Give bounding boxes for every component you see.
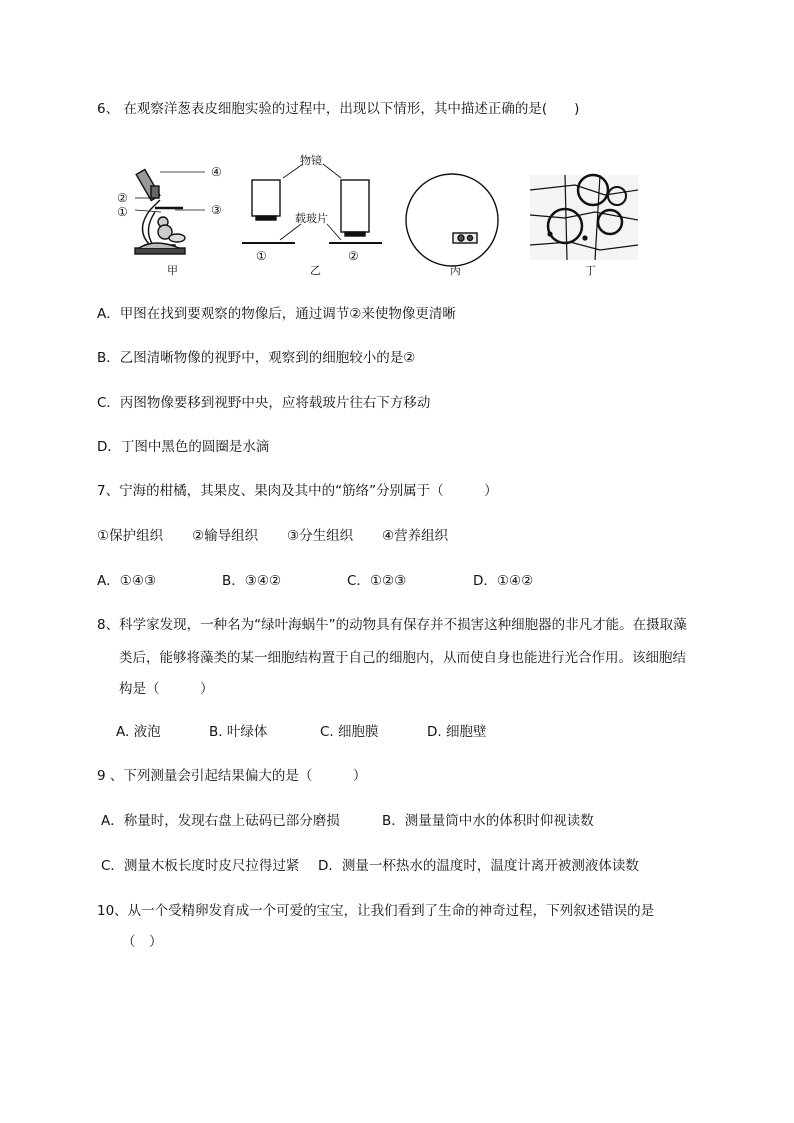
q7-item-1: ①保护组织 [97, 528, 164, 544]
q9-option-c: C．测量木板长度时皮尺拉得过紧 [101, 858, 300, 874]
q7-option-a: A．①④③ [97, 573, 157, 589]
q7-stem: 7、宁海的柑橘，其果皮、果肉及其中的“筋络”分别属于（ ） [97, 483, 498, 499]
q7-item-2: ②输导组织 [192, 528, 259, 544]
microscope-label-3: ③ [211, 203, 222, 217]
q7-option-d: D．①④② [473, 573, 534, 589]
microscope-label-1: ① [117, 205, 128, 219]
label-objective: 物镜 [300, 154, 322, 167]
field-of-view-diagram [406, 174, 498, 266]
q7-option-c: C．①②③ [347, 573, 407, 589]
q6-stem: 6、 在观察洋葱表皮细胞实验的过程中，出现以下情形，其中描述正确的是( ) [97, 101, 580, 117]
caption-jia: 甲 [167, 264, 178, 277]
q7-option-b: B．③④② [222, 573, 282, 589]
q9-option-b: B．测量量筒中水的体积时仰视读数 [382, 813, 594, 829]
q7-item-4: ④营养组织 [382, 528, 449, 544]
q9-stem: 9 、下列测量会引起结果偏大的是（ ） [97, 768, 367, 784]
q6-figure [105, 150, 665, 285]
caption-ding: 丁 [585, 264, 596, 277]
q6-option-b: B．乙图清晰物像的视野中，观察到的细胞较小的是② [97, 350, 416, 366]
q10-stem-line1: 10、从一个受精卵发育成一个可爱的宝宝，让我们看到了生命的神奇过程，下列叙述错误的是 [97, 903, 655, 919]
objective-right-label: ② [348, 249, 359, 263]
cells-diagram [530, 175, 638, 260]
q8-option-b: B. 叶绿体 [209, 724, 268, 740]
microscope-label-2: ② [117, 191, 128, 205]
caption-yi: 乙 [310, 264, 321, 277]
q8-option-d: D. 细胞壁 [427, 724, 487, 740]
q7-item-3: ③分生组织 [287, 528, 354, 544]
objectives-diagram [242, 164, 382, 243]
q8-stem-line1: 8、科学家发现，一种名为“绿叶海蜗牛”的动物具有保存并不损害这种细胞器的非凡才能。在摄取藻 [97, 617, 687, 633]
q8-stem-line2: 类后，能够将藻类的某一细胞结构置于自己的细胞内，从而使自身也能进行光合作用。该细胞结 [119, 650, 686, 666]
q8-option-c: C. 细胞膜 [320, 724, 379, 740]
q8-option-a: A. 液泡 [116, 724, 161, 740]
microscope-label-4: ④ [211, 165, 222, 179]
label-slide: 载玻片 [295, 212, 328, 225]
objective-left-label: ① [256, 249, 267, 263]
q10-stem-line2: （ ） [122, 934, 163, 950]
q6-option-d: D．丁图中黑色的圆圈是水滴 [97, 439, 270, 455]
q6-option-a: A．甲图在找到要观察的物像后，通过调节②来使物像更清晰 [97, 306, 456, 322]
microscope-diagram [135, 170, 205, 254]
q8-stem-line3: 构是（ ） [119, 681, 214, 697]
q9-option-a: A．称量时，发现右盘上砝码已部分磨损 [101, 813, 340, 829]
q9-option-d: D．测量一杯热水的温度时，温度计离开被测液体读数 [318, 858, 639, 874]
q6-option-c: C．丙图物像要移到视野中央，应将载玻片往右下方移动 [97, 395, 431, 411]
caption-bing: 丙 [450, 264, 461, 277]
